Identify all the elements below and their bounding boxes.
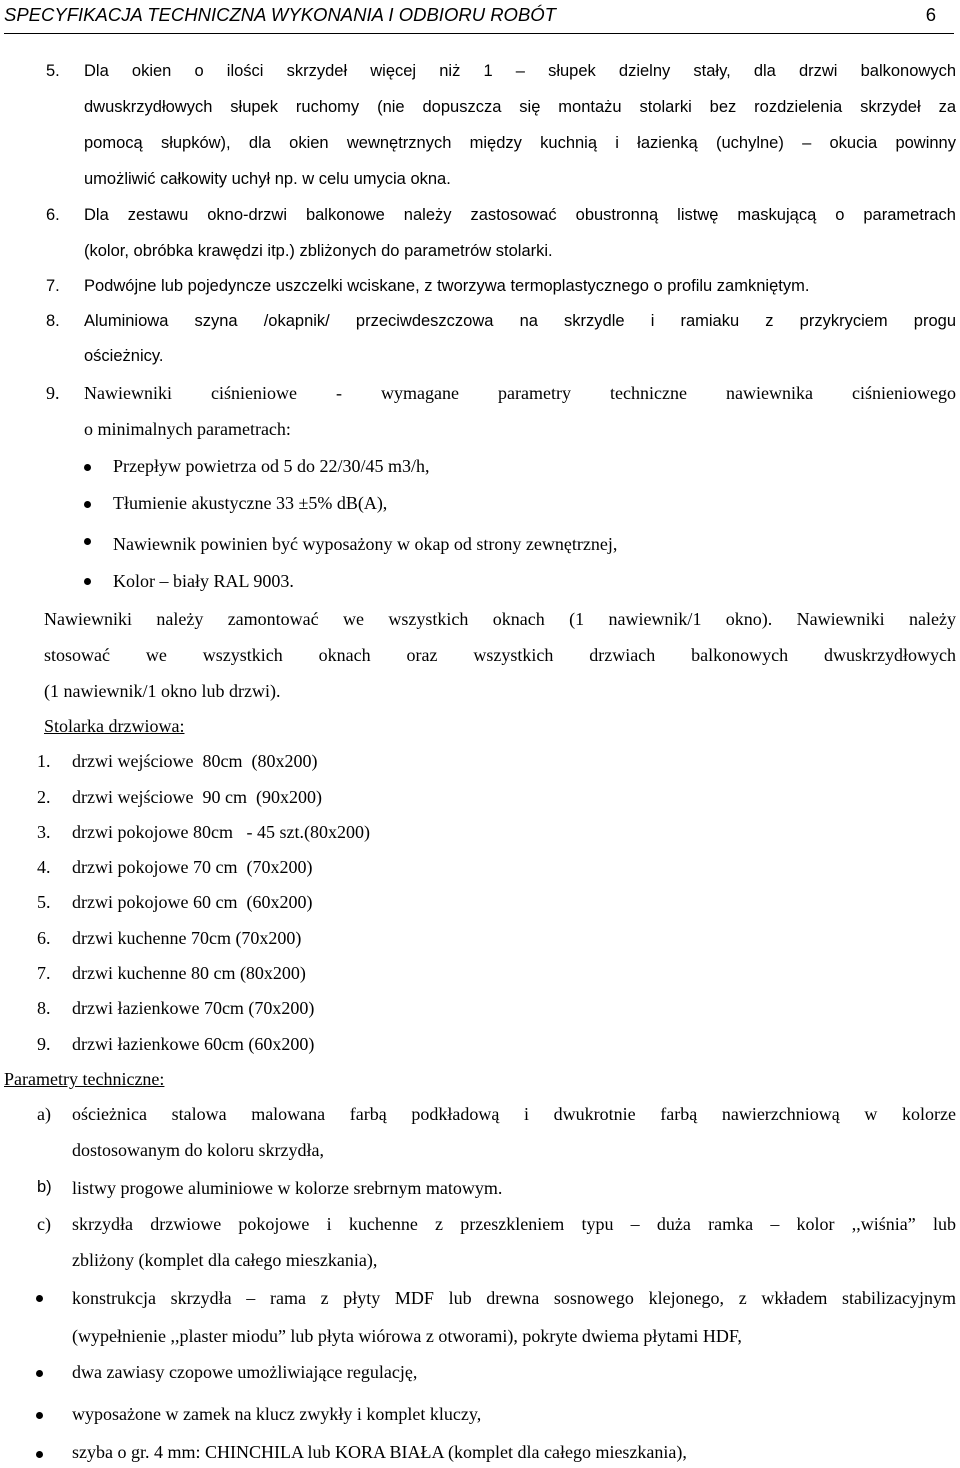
item-9-number: 9. [46,383,60,403]
header-divider [4,33,954,34]
bullet-dot [84,538,91,545]
door-item-text: drzwi kuchenne 80 cm (80x200) [72,963,306,983]
bullet-dot [36,1295,43,1302]
item-5-line-2: dwuskrzydłowych słupek ruchomy (nie dopuszcza się montażu stolarki bez rozdzielenia skrzydeł za [84,98,956,116]
document-title: SPECYFIKACJA TECHNICZNA WYKONANIA I ODBIORU ROBÓT [4,4,556,25]
door-construction-line-2: (wypełnienie ,,plaster miodu” lub płyta wiórowa z otworami), pokryte dwiema płytami HDF, [72,1326,742,1346]
door-item-text: drzwi wejściowe 80cm (80x200) [72,751,318,771]
ventilator-spec-airflow: Przepływ powietrza od 5 do 22/30/45 m3/h, [113,456,430,476]
door-item-number: 2. [37,787,51,807]
door-item-number: 5. [37,892,51,912]
door-item-number: 6. [37,928,51,948]
door-item-number: 7. [37,963,51,983]
item-6-line-2: (kolor, obróbka krawędzi itp.) zbliżonych do parametrów stolarki. [84,242,553,260]
door-item-text: drzwi pokojowe 60 cm (60x200) [72,892,313,912]
ventilators-paragraph-line-1: Nawiewniki należy zamontować we wszystkich oknach (1 nawiewnik/1 okno). Nawiewniki należy [44,609,956,629]
item-7-line-1: Podwójne lub pojedyncze uszczelki wciskane, z tworzywa termoplastycznego o profilu zamkniętym. [84,277,810,295]
technical-parameters-heading: Parametry techniczne: [4,1069,165,1089]
door-lock-text: wyposażone w zamek na klucz zwykły i komplet kluczy, [72,1404,482,1424]
door-item-number: 3. [37,822,51,842]
param-c-line-2: zbliżony (komplet dla całego mieszkania), [72,1250,378,1270]
item-8-line-2: ościeżnicy. [84,347,164,365]
param-c-label: c) [37,1214,51,1234]
item-8-line-1: Aluminiowa szyna /okapnik/ przeciwdeszczowa na skrzydle i ramiaku z przykryciem progu [84,312,956,330]
bullet-dot [36,1370,43,1377]
param-b-label: b) [37,1178,52,1196]
item-9-line-1: Nawiewniki ciśnieniowe - wymagane parametry techniczne nawiewnika ciśnieniowego [84,383,956,403]
item-5-number: 5. [46,62,60,80]
bullet-dot [36,1451,43,1458]
item-6-line-1: Dla zestawu okno-drzwi balkonowe należy zastosować obustronną listwę maskującą o parametrach [84,206,956,224]
door-item-number: 4. [37,857,51,877]
page-number: 6 [925,4,936,25]
item-5-line-4: umożliwić całkowity uchył np. w celu umycia okna. [84,170,451,188]
bullet-dot [84,578,91,585]
item-9-line-2: o minimalnych parametrach: [84,419,291,439]
ventilator-spec-hood: Nawiewnik powinien być wyposażony w okap od strony zewnętrznej, [113,534,618,554]
door-item-text: drzwi łazienkowe 70cm (70x200) [72,998,315,1018]
param-a-line-2: dostosowanym do koloru skrzydła, [72,1140,324,1160]
door-item-text: drzwi pokojowe 70 cm (70x200) [72,857,313,877]
param-b-line-1: listwy progowe aluminiowe w kolorze srebrnym matowym. [72,1178,503,1198]
ventilator-spec-acoustic: Tłumienie akustyczne 33 ±5% dB(A), [113,493,388,513]
item-8-number: 8. [46,312,60,330]
param-a-line-1: ościeżnica stalowa malowana farbą podkładową i dwukrotnie farbą nawierzchniową w kolorze [72,1104,956,1124]
item-5-line-1: Dla okien o ilości skrzydeł więcej niż 1 – słupek dzielny stały, dla drzwi balkonowych [84,62,956,80]
door-glass-text: szyba o gr. 4 mm: CHINCHILA lub KORA BIAŁA (komplet dla całego mieszkania), [72,1442,687,1462]
door-item-text: drzwi łazienkowe 60cm (60x200) [72,1034,315,1054]
bullet-dot [84,501,91,508]
door-item-number: 8. [37,998,51,1018]
door-item-number: 9. [37,1034,51,1054]
ventilators-paragraph-line-3: (1 nawiewnik/1 okno lub drzwi). [44,681,281,701]
door-item-number: 1. [37,751,51,771]
bullet-dot [36,1412,43,1419]
ventilator-spec-color: Kolor – biały RAL 9003. [113,571,294,591]
page-header [4,4,940,32]
item-7-number: 7. [46,277,60,295]
door-item-text: drzwi pokojowe 80cm - 45 szt.(80x200) [72,822,370,842]
door-joinery-heading: Stolarka drzwiowa: [44,716,185,736]
ventilators-paragraph-line-2: stosować we wszystkich oknach oraz wszystkich drzwiach balkonowych dwuskrzydłowych [44,645,956,665]
param-c-line-1: skrzydła drzwiowe pokojowe i kuchenne z przeszkleniem typu – duża ramka – kolor ,,wiśnia” lub [72,1214,956,1234]
door-item-text: drzwi wejściowe 90 cm (90x200) [72,787,322,807]
item-6-number: 6. [46,206,60,224]
door-hinges-text: dwa zawiasy czopowe umożliwiające regulację, [72,1362,418,1382]
door-construction-line-1: konstrukcja skrzydła – rama z płyty MDF lub drewna sosnowego klejonego, z wkładem stabilizacyjnym [72,1288,956,1308]
door-item-text: drzwi kuchenne 70cm (70x200) [72,928,302,948]
param-a-label: a) [37,1104,51,1124]
item-5-line-3: pomocą słupków), dla okien wewnętrznych między kuchnią i łazienką (uchylne) – okucia powinny [84,134,956,152]
bullet-dot [84,464,91,471]
